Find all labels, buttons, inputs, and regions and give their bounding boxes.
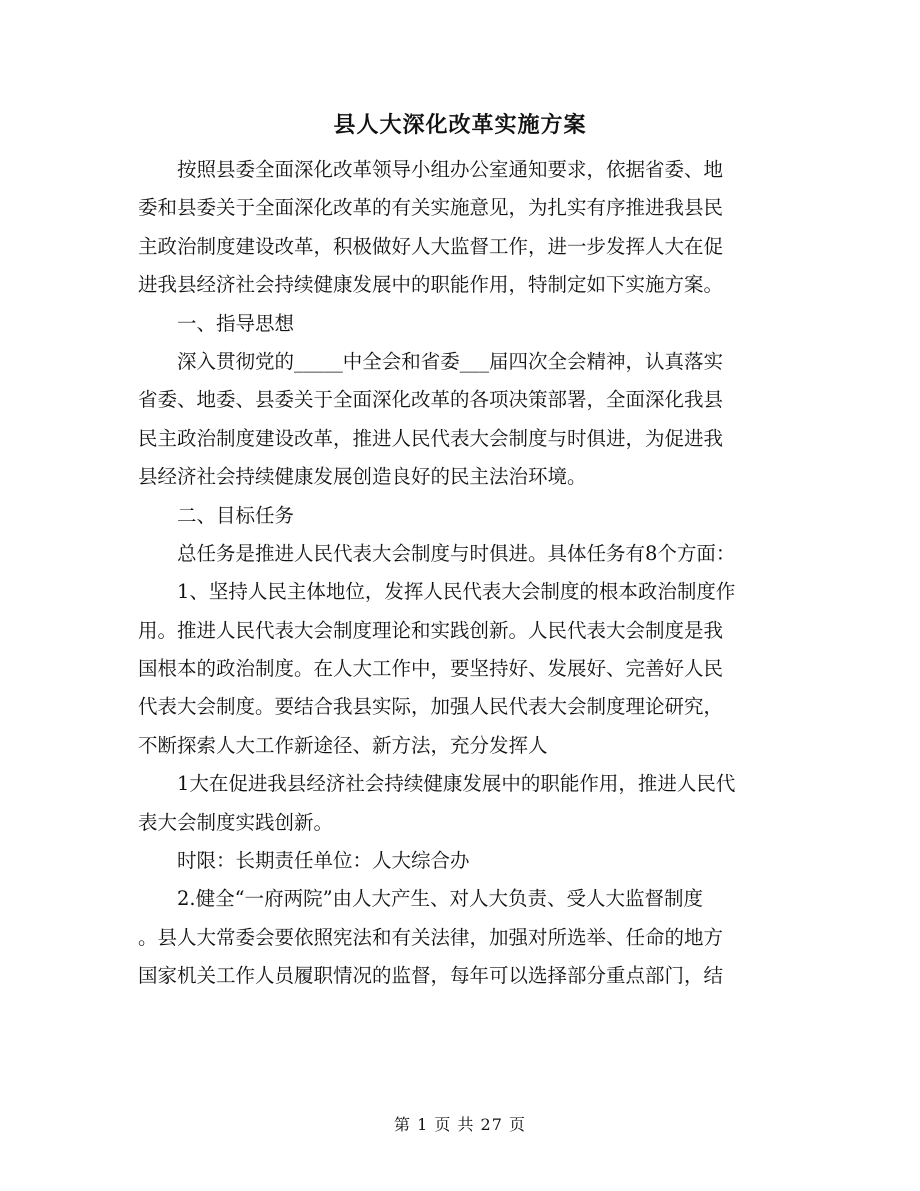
body-line: 不断探索人大工作新途径、新方法，充分发挥人: [138, 733, 548, 757]
body-line: 。县人大常委会要依照宪法和有关法律，加强对所选举、任命的地方: [138, 925, 724, 949]
body-line: 代表大会制度。要结合我县实际，加强人民代表大会制度理论研究，: [138, 695, 724, 719]
body-line: 国根本的政治制度。在人大工作中，要坚持好、发展好、完善好人民: [138, 657, 724, 681]
body-line: 用。推进人民代表大会制度理论和实践创新。人民代表大会制度是我: [138, 618, 724, 642]
body-line: 2.健全“一府两院”由人大产生、对人大负责、受人大监督制度: [138, 887, 704, 911]
body-line: 委和县委关于全面深化改革的有关实施意见，为扎实有序推进我县民: [138, 196, 724, 220]
body-line: 时限：长期责任单位：人大综合办: [138, 849, 470, 873]
body-line: 按照县委全面深化改革领导小组办公室通知要求，依据省委、地: [138, 158, 724, 181]
body-line: 省委、地委、县委关于全面深化改革的各项决策部署，全面深化我县: [138, 388, 724, 412]
document-title: 县人大深化改革实施方案: [333, 112, 587, 138]
document-body: [138, 151, 782, 996]
section-heading: 二、目标任务: [138, 503, 295, 527]
page-footer: 第 1 页 共 27 页: [394, 1115, 526, 1134]
section-heading: 一、指导思想: [138, 311, 295, 335]
body-line: 1、坚持人民主体地位，发挥人民代表大会制度的根本政治制度作: [138, 580, 736, 604]
body-line: 总任务是推进人民代表大会制度与时俱进。具体任务有8个方面：: [138, 541, 736, 565]
body-line: 1大在促进我县经济社会持续健康发展中的职能作用，推进人民代: [138, 772, 736, 796]
body-line: 国家机关工作人员履职情况的监督，每年可以选择部分重点部门，结: [138, 964, 724, 988]
body-line: 县经济社会持续健康发展创造良好的民主法治环境。: [138, 465, 587, 489]
body-line: 民主政治制度建设改革，推进人民代表大会制度与时俱进，为促进我: [138, 426, 724, 450]
body-line: 表大会制度实践创新。: [138, 810, 334, 834]
body-line: 进我县经济社会持续健康发展中的职能作用，特制定如下实施方案。: [138, 273, 724, 297]
body-line: 主政治制度建设改革，积极做好人大监督工作，进一步发挥人大在促: [138, 234, 724, 258]
body-line: 深入贯彻党的_____中全会和省委___届四次全会精神，认真落实: [138, 349, 724, 373]
